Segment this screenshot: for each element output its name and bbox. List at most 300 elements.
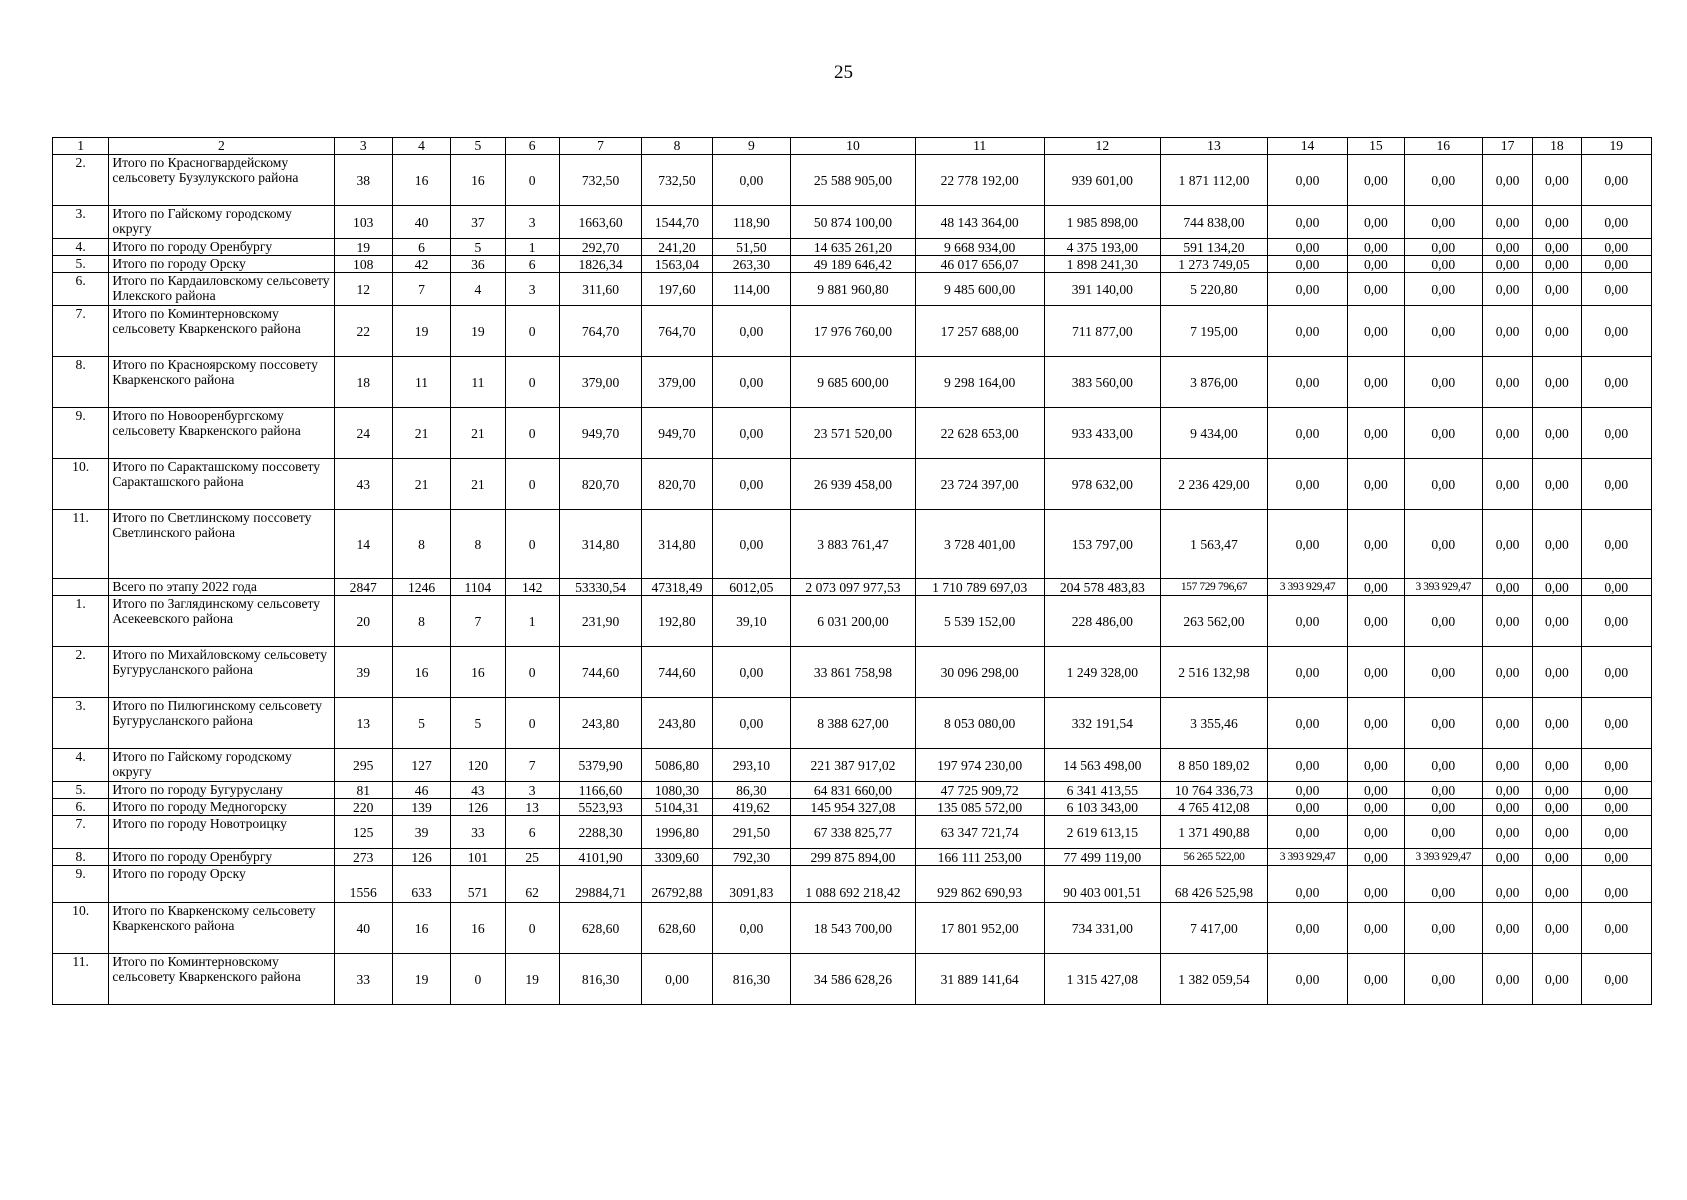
value-cell: 43 [334,459,392,510]
value-cell: 9 685 600,00 [791,357,916,408]
value-cell: 16 [392,155,450,206]
value-cell: 4 765 412,08 [1161,799,1268,816]
value-cell: 0,00 [1404,357,1482,408]
value-cell: 19 [334,239,392,256]
value-cell: 295 [334,749,392,782]
value-cell: 383 560,00 [1044,357,1161,408]
value-cell: 0,00 [1581,306,1652,357]
value-cell: 39 [334,647,392,698]
value-cell: 0,00 [1267,903,1347,954]
page-number: 25 [834,62,853,83]
value-cell: 949,70 [642,408,712,459]
row-name-cell: Итого по Заглядинскому сельсовету Асекеевского района [109,596,334,647]
value-cell: 1544,70 [642,206,712,239]
value-cell: 0,00 [1482,849,1532,866]
value-cell: 0,00 [1482,903,1532,954]
column-number-header: 14 [1267,138,1347,155]
value-cell: 22 [334,306,392,357]
value-cell: 0,00 [1482,459,1532,510]
value-cell: 0,00 [1533,903,1581,954]
value-cell: 0,00 [1404,155,1482,206]
value-cell: 18 [334,357,392,408]
column-number-header: 3 [334,138,392,155]
value-cell: 816,30 [559,954,641,1005]
table-row [53,357,1652,408]
value-cell: 332 191,54 [1044,698,1161,749]
value-cell: 0,00 [1404,273,1482,306]
value-cell: 8 388 627,00 [791,698,916,749]
row-name-cell: Итого по Пилюгинскому сельсовету Бугурусланского района [109,698,334,749]
value-cell: 7 [505,749,559,782]
value-cell: 126 [451,799,505,816]
value-cell: 0,00 [1482,273,1532,306]
value-cell: 6 341 413,55 [1044,782,1161,799]
value-cell: 7 195,00 [1161,306,1268,357]
value-cell: 86,30 [712,782,790,799]
value-cell: 166 111 253,00 [915,849,1044,866]
value-cell: 0,00 [1482,698,1532,749]
row-name-cell: Итого по Саракташскому поссовету Саракташского района [109,459,334,510]
value-cell: 1 273 749,05 [1161,256,1268,273]
value-cell: 0,00 [1533,866,1581,903]
value-cell: 90 403 001,51 [1044,866,1161,903]
value-cell: 197,60 [642,273,712,306]
value-cell: 0,00 [1482,647,1532,698]
value-cell: 1 371 490,88 [1161,816,1268,849]
value-cell: 0,00 [1404,816,1482,849]
column-number-header: 13 [1161,138,1268,155]
row-number-cell: 7. [53,306,109,357]
value-cell: 68 426 525,98 [1161,866,1268,903]
row-number-cell: 11. [53,954,109,1005]
value-cell: 0,00 [1267,954,1347,1005]
value-cell: 21 [392,459,450,510]
value-cell: 4101,90 [559,849,641,866]
value-cell: 0,00 [642,954,712,1005]
value-cell: 0,00 [1404,866,1482,903]
value-cell: 0,00 [1267,596,1347,647]
value-cell: 62 [505,866,559,903]
value-cell: 0,00 [1267,749,1347,782]
row-number-cell: 7. [53,816,109,849]
column-number-header: 6 [505,138,559,155]
column-number-header: 2 [109,138,334,155]
value-cell: 17 801 952,00 [915,903,1044,954]
column-number-header: 16 [1404,138,1482,155]
value-cell: 0,00 [712,698,790,749]
value-cell: 0,00 [1482,782,1532,799]
value-cell: 13 [334,698,392,749]
value-cell: 0 [505,408,559,459]
value-cell: 0,00 [1581,596,1652,647]
value-cell: 14 635 261,20 [791,239,916,256]
value-cell: 0,00 [1267,408,1347,459]
value-cell: 633 [392,866,450,903]
value-cell: 0,00 [1533,579,1581,596]
value-cell: 3 393 929,47 [1404,849,1482,866]
value-cell: 711 877,00 [1044,306,1161,357]
table-row [53,954,1652,1005]
table-row [53,749,1652,782]
table-row [53,782,1652,799]
value-cell: 949,70 [559,408,641,459]
value-cell: 6 031 200,00 [791,596,916,647]
value-cell: 19 [392,954,450,1005]
value-cell: 3 [505,782,559,799]
row-name-cell: Итого по Кваркенскому сельсовету Кваркенского района [109,903,334,954]
table-row [53,510,1652,579]
value-cell: 1 710 789 697,03 [915,579,1044,596]
value-cell: 4 [451,273,505,306]
value-cell: 0,00 [1404,459,1482,510]
row-name-cell: Всего по этапу 2022 года [109,579,334,596]
value-cell: 17 976 760,00 [791,306,916,357]
value-cell: 197 974 230,00 [915,749,1044,782]
column-number-header: 17 [1482,138,1532,155]
value-cell: 3 [505,273,559,306]
table-row [53,579,1652,596]
value-cell: 34 586 628,26 [791,954,916,1005]
value-cell: 0,00 [712,155,790,206]
value-cell: 1 [505,239,559,256]
value-cell: 11 [451,357,505,408]
value-cell: 8 [392,596,450,647]
value-cell: 19 [392,306,450,357]
value-cell: 118,90 [712,206,790,239]
value-cell: 0,00 [1533,357,1581,408]
value-cell: 0,00 [712,459,790,510]
value-cell: 0,00 [1267,782,1347,799]
value-cell: 21 [451,408,505,459]
value-cell: 43 [451,782,505,799]
value-cell: 744 838,00 [1161,206,1268,239]
value-cell: 0,00 [1581,647,1652,698]
value-cell: 8 [451,510,505,579]
value-cell: 0,00 [1348,306,1404,357]
value-cell: 19 [451,306,505,357]
row-name-cell: Итого по Гайскому городскому округу [109,206,334,239]
value-cell: 0,00 [1267,357,1347,408]
value-cell: 933 433,00 [1044,408,1161,459]
value-cell: 939 601,00 [1044,155,1161,206]
value-cell: 0,00 [1348,903,1404,954]
value-cell: 1104 [451,579,505,596]
value-cell: 53330,54 [559,579,641,596]
value-cell: 0,00 [1348,256,1404,273]
value-cell: 0,00 [1267,866,1347,903]
value-cell: 0,00 [1482,256,1532,273]
value-cell: 36 [451,256,505,273]
value-cell: 67 338 825,77 [791,816,916,849]
value-cell: 1 563,47 [1161,510,1268,579]
value-cell: 820,70 [559,459,641,510]
value-cell: 5104,31 [642,799,712,816]
value-cell: 126 [392,849,450,866]
value-cell: 0,00 [712,647,790,698]
value-cell: 21 [451,459,505,510]
row-number-cell: 9. [53,866,109,903]
value-cell: 0 [451,954,505,1005]
value-cell: 0,00 [1482,749,1532,782]
table-row [53,408,1652,459]
value-cell: 0,00 [1581,799,1652,816]
value-cell: 314,80 [642,510,712,579]
value-cell: 243,80 [642,698,712,749]
row-name-cell: Итого по Красногвардейскому сельсовету Бузулукского района [109,155,334,206]
value-cell: 33 861 758,98 [791,647,916,698]
value-cell: 221 387 917,02 [791,749,916,782]
value-cell: 0,00 [1581,816,1652,849]
value-cell: 0,00 [1533,647,1581,698]
value-cell: 16 [451,155,505,206]
value-cell: 26 939 458,00 [791,459,916,510]
value-cell: 0,00 [1404,903,1482,954]
value-cell: 929 862 690,93 [915,866,1044,903]
row-number-cell: 6. [53,799,109,816]
value-cell: 153 797,00 [1044,510,1161,579]
value-cell: 0,00 [1404,510,1482,579]
value-cell: 0 [505,155,559,206]
row-name-cell: Итого по городу Бугуруслану [109,782,334,799]
value-cell: 0,00 [712,306,790,357]
value-cell: 1 088 692 218,42 [791,866,916,903]
value-cell: 379,00 [642,357,712,408]
table-row [53,849,1652,866]
value-cell: 0,00 [1581,256,1652,273]
value-cell: 1663,60 [559,206,641,239]
value-cell: 263,30 [712,256,790,273]
value-cell: 0,00 [1267,698,1347,749]
value-cell: 3 [505,206,559,239]
value-cell: 0,00 [1581,155,1652,206]
value-cell: 26792,88 [642,866,712,903]
table-row [53,816,1652,849]
value-cell: 0,00 [1581,954,1652,1005]
table-row [53,155,1652,206]
row-name-cell: Итого по городу Орску [109,866,334,903]
value-cell: 56 265 522,00 [1161,849,1268,866]
row-name-cell: Итого по городу Медногорску [109,799,334,816]
value-cell: 0,00 [712,903,790,954]
value-cell: 1 898 241,30 [1044,256,1161,273]
value-cell: 0,00 [1581,866,1652,903]
value-cell: 0,00 [1267,816,1347,849]
value-cell: 228 486,00 [1044,596,1161,647]
value-cell: 1080,30 [642,782,712,799]
value-cell: 8 850 189,02 [1161,749,1268,782]
row-number-cell: 5. [53,782,109,799]
table-row [53,647,1652,698]
value-cell: 0,00 [1404,256,1482,273]
value-cell: 0 [505,647,559,698]
value-cell: 9 298 164,00 [915,357,1044,408]
value-cell: 0,00 [1267,459,1347,510]
table-row [53,799,1652,816]
row-number-cell: 6. [53,273,109,306]
row-number-cell: 3. [53,698,109,749]
value-cell: 3 393 929,47 [1267,849,1347,866]
value-cell: 744,60 [559,647,641,698]
value-cell: 25 588 905,00 [791,155,916,206]
value-cell: 0,00 [1533,155,1581,206]
value-cell: 18 543 700,00 [791,903,916,954]
value-cell: 0,00 [1348,459,1404,510]
value-cell: 263 562,00 [1161,596,1268,647]
value-cell: 0,00 [1348,357,1404,408]
value-cell: 8 053 080,00 [915,698,1044,749]
value-cell: 0,00 [1404,647,1482,698]
row-name-cell: Итого по городу Оренбургу [109,239,334,256]
value-cell: 379,00 [559,357,641,408]
table-row [53,903,1652,954]
value-cell: 978 632,00 [1044,459,1161,510]
value-cell: 820,70 [642,459,712,510]
value-cell: 14 563 498,00 [1044,749,1161,782]
value-cell: 0,00 [1404,408,1482,459]
value-cell: 0,00 [1482,206,1532,239]
value-cell: 0,00 [1482,306,1532,357]
value-cell: 6 [392,239,450,256]
value-cell: 77 499 119,00 [1044,849,1161,866]
value-cell: 2847 [334,579,392,596]
value-cell: 734 331,00 [1044,903,1161,954]
value-cell: 30 096 298,00 [915,647,1044,698]
value-cell: 81 [334,782,392,799]
table-row [53,256,1652,273]
value-cell: 6 [505,816,559,849]
value-cell: 0,00 [1482,799,1532,816]
value-cell: 40 [334,903,392,954]
row-number-cell: 4. [53,749,109,782]
value-cell: 0,00 [712,510,790,579]
value-cell: 8 [392,510,450,579]
value-cell: 0 [505,357,559,408]
value-cell: 127 [392,749,450,782]
value-cell: 0,00 [1533,799,1581,816]
row-name-cell: Итого по Коминтерновскому сельсовету Кваркенского района [109,954,334,1005]
value-cell: 120 [451,749,505,782]
value-cell: 0 [505,459,559,510]
value-cell: 220 [334,799,392,816]
value-cell: 0,00 [1482,408,1532,459]
value-cell: 0,00 [1581,903,1652,954]
value-cell: 3 355,46 [1161,698,1268,749]
value-cell: 39,10 [712,596,790,647]
value-cell: 0,00 [712,357,790,408]
value-cell: 0,00 [1348,239,1404,256]
value-cell: 1 315 427,08 [1044,954,1161,1005]
value-cell: 5086,80 [642,749,712,782]
value-cell: 23 724 397,00 [915,459,1044,510]
value-cell: 0,00 [1348,510,1404,579]
table-row [53,866,1652,903]
value-cell: 419,62 [712,799,790,816]
value-cell: 47318,49 [642,579,712,596]
value-cell: 7 [392,273,450,306]
value-cell: 20 [334,596,392,647]
row-number-cell: 9. [53,408,109,459]
value-cell: 0,00 [1581,273,1652,306]
value-cell: 50 874 100,00 [791,206,916,239]
column-number-header: 9 [712,138,790,155]
row-number-cell: 2. [53,155,109,206]
value-cell: 46 017 656,07 [915,256,1044,273]
value-cell: 0,00 [1348,698,1404,749]
value-cell: 5 [392,698,450,749]
value-cell: 38 [334,155,392,206]
row-number-cell: 11. [53,510,109,579]
value-cell: 0,00 [1404,596,1482,647]
value-cell: 48 143 364,00 [915,206,1044,239]
value-cell: 13 [505,799,559,816]
value-cell: 139 [392,799,450,816]
value-cell: 0,00 [1581,206,1652,239]
value-cell: 1563,04 [642,256,712,273]
value-cell: 1 249 328,00 [1044,647,1161,698]
row-number-cell: 8. [53,357,109,408]
row-name-cell: Итого по Новооренбургскому сельсовету Кваркенского района [109,408,334,459]
value-cell: 0,00 [1482,357,1532,408]
value-cell: 0 [505,903,559,954]
value-cell: 145 954 327,08 [791,799,916,816]
value-cell: 46 [392,782,450,799]
value-cell: 273 [334,849,392,866]
value-cell: 2 073 097 977,53 [791,579,916,596]
value-cell: 3 883 761,47 [791,510,916,579]
row-number-cell: 4. [53,239,109,256]
column-number-header: 4 [392,138,450,155]
table-row [53,239,1652,256]
table-header-row [53,138,1652,155]
value-cell: 0,00 [1533,749,1581,782]
value-cell: 243,80 [559,698,641,749]
value-cell: 0,00 [1348,647,1404,698]
value-cell: 0,00 [1348,749,1404,782]
value-cell: 5 220,80 [1161,273,1268,306]
value-cell: 11 [392,357,450,408]
value-cell: 0,00 [1348,954,1404,1005]
value-cell: 0,00 [1267,510,1347,579]
value-cell: 0,00 [712,408,790,459]
row-number-cell: 5. [53,256,109,273]
value-cell: 114,00 [712,273,790,306]
value-cell: 241,20 [642,239,712,256]
value-cell: 125 [334,816,392,849]
value-cell: 5379,90 [559,749,641,782]
value-cell: 25 [505,849,559,866]
value-cell: 0,00 [1348,782,1404,799]
column-number-header: 5 [451,138,505,155]
value-cell: 293,10 [712,749,790,782]
value-cell: 0,00 [1533,849,1581,866]
value-cell: 0,00 [1533,698,1581,749]
value-cell: 0,00 [1482,816,1532,849]
value-cell: 0,00 [1348,579,1404,596]
value-cell: 0,00 [1533,273,1581,306]
value-cell: 0,00 [1581,698,1652,749]
value-cell: 628,60 [559,903,641,954]
row-name-cell: Итого по городу Оренбургу [109,849,334,866]
value-cell: 0,00 [1404,782,1482,799]
value-cell: 0,00 [1581,510,1652,579]
value-cell: 299 875 894,00 [791,849,916,866]
column-number-header: 15 [1348,138,1404,155]
column-number-header: 19 [1581,138,1652,155]
value-cell: 39 [392,816,450,849]
value-cell: 0,00 [1533,510,1581,579]
value-cell: 0,00 [1533,459,1581,510]
value-cell: 0,00 [1581,357,1652,408]
